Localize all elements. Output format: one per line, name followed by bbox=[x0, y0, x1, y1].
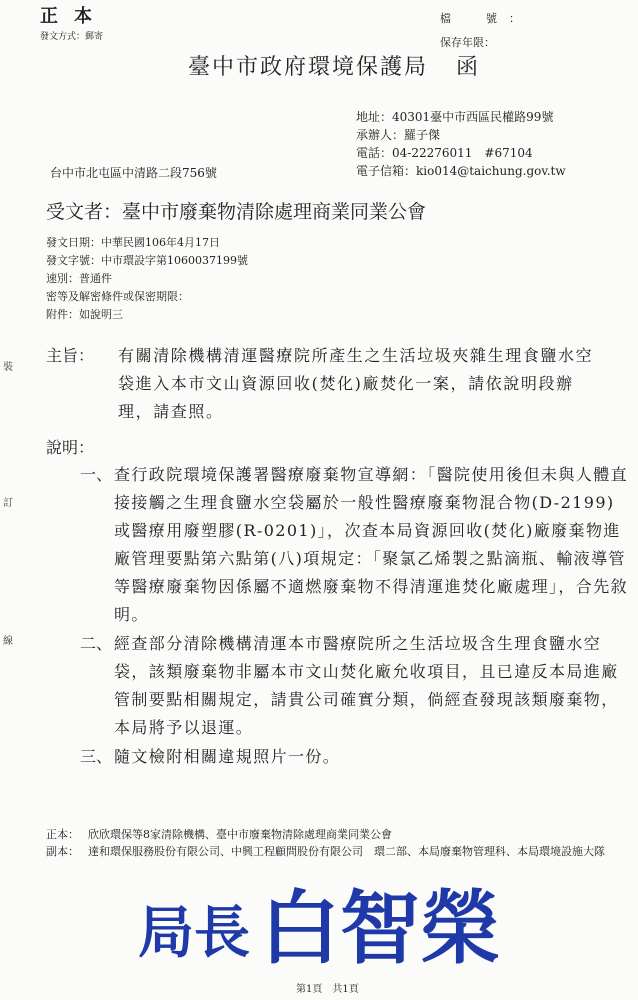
copy-label: 副本： bbox=[46, 845, 79, 858]
seal-name: 白智榮 bbox=[260, 881, 500, 966]
item-number: 二、 bbox=[79, 634, 112, 653]
meta-block bbox=[46, 234, 248, 324]
binding-mark-1: 裝 bbox=[3, 362, 13, 373]
subject-text: 有關清除機構清運醫療院所產生之生活垃圾夾雜生理食鹽水空袋進入本市文山資源回收(焚化)廠焚化一案，請依說明段辦理，請查照。 bbox=[118, 346, 594, 421]
item-text: 隨文檢附相關違規照片一份。 bbox=[114, 747, 341, 766]
seal-title: 局長 bbox=[138, 900, 250, 966]
recipient-address: 台中市北屯區中清路二段756號 bbox=[50, 166, 217, 180]
binding-mark-3: 線 bbox=[3, 636, 13, 647]
secrecy: 密等及解密條件或保密期限： bbox=[46, 290, 189, 303]
file-number-label: 檔 號： bbox=[440, 12, 532, 25]
page-footer: 第1頁 共1頁 bbox=[296, 984, 359, 995]
item-text: 經查部分清除機構清運本市醫療院所之生活垃圾含生理食鹽水空袋，該類廢棄物非屬本市文山焚化廠允收項目，且已違反本局進廠管制要點相關規定，請貴公司確實分類，倘經查發現該類廢棄物，本局將予以退運。 bbox=[114, 634, 619, 737]
explanation-list bbox=[68, 461, 628, 772]
retention-label: 保存年限： bbox=[440, 36, 495, 49]
item-text: 查行政院環境保護署醫療廢棄物宣導網：「醫院使用後但未與人體直接接觸之生理食鹽水空袋屬於一般性醫療廢棄物混合物(D-2199)或醫療用廢塑膠(R-0201)」，次查本局資源回收(焚化)廠廢棄物進廠管理要點第六點第(八)項規定：「聚氯乙烯製之點滴瓶、輸液導管等醫療廢棄物因係屬不適燃廢棄物不得清運進焚化廠處理」，合先敘明。 bbox=[114, 465, 629, 624]
binding-mark-2: 訂 bbox=[3, 498, 13, 509]
contact-phone: 電話：04-22276011 #67104 bbox=[356, 146, 533, 160]
issue-date: 發文日期：中華民國106年4月17日 bbox=[46, 236, 220, 249]
doc-number: 發文字號：中市環設字第1060037199號 bbox=[46, 254, 248, 267]
explanation-item-2 bbox=[68, 630, 628, 742]
copy-type-label: 正本 bbox=[40, 6, 108, 27]
explanation-label: 說明： bbox=[46, 438, 95, 457]
original-label: 正本： bbox=[46, 828, 79, 841]
contact-block bbox=[356, 108, 566, 180]
contact-address: 地址：40301臺中市西區民權路99號 bbox=[356, 110, 554, 124]
copy-value: 達和環保服務股份有限公司、中興工程顧問股份有限公司 環二部、本局廢棄物管理科、本局環境設施大隊 bbox=[88, 845, 605, 858]
item-number: 三、 bbox=[79, 747, 112, 766]
doc-type: 函 bbox=[456, 55, 479, 80]
copy-recipients bbox=[46, 843, 626, 860]
original-value: 欣欣環保等8家清除機構、臺中市廢棄物清除處理商業同業公會 bbox=[88, 828, 392, 841]
attachment: 附件：如說明三 bbox=[46, 308, 123, 321]
send-method: 發文方式：郵寄 bbox=[40, 32, 104, 42]
subject-section bbox=[46, 342, 606, 426]
recipient: 受文者：臺中市廢棄物清除處理商業同業公會 bbox=[46, 201, 427, 223]
subject-label: 主旨： bbox=[46, 346, 95, 365]
director-seal bbox=[138, 880, 518, 966]
agency-title: 臺中市政府環境保護局 bbox=[188, 55, 429, 80]
distribution-block bbox=[46, 826, 626, 860]
contact-email: 電子信箱：kio014@taichung.gov.tw bbox=[356, 164, 566, 178]
original-recipients bbox=[46, 826, 626, 843]
contact-handler: 承辦人：羅子傑 bbox=[356, 128, 441, 142]
explanation-item-3 bbox=[68, 743, 628, 771]
item-number: 一、 bbox=[79, 465, 112, 484]
explanation-item-1 bbox=[68, 461, 628, 629]
speed: 速別：普通件 bbox=[46, 272, 112, 285]
